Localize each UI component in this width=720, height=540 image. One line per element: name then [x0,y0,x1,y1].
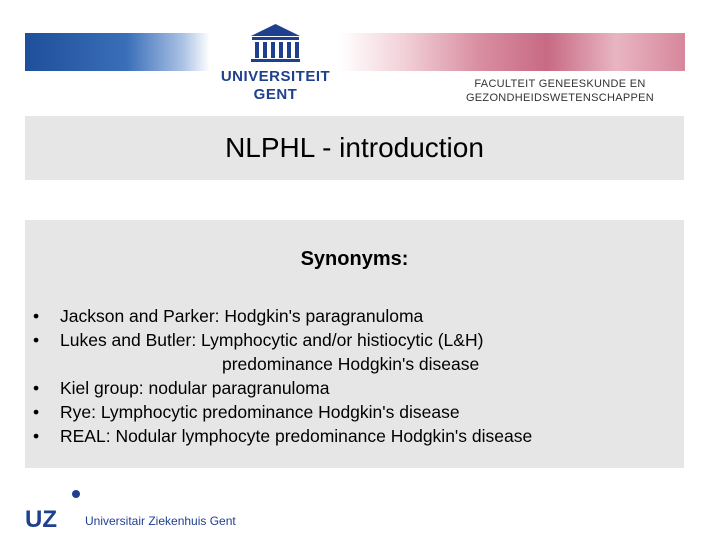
list-item [33,304,532,328]
synonyms-heading: Synonyms: [300,248,409,270]
bullet-icon: • [33,426,40,446]
content-box [25,220,684,468]
faculty-line-2: GEZONDHEIDSWETENSCHAPPEN [465,92,655,104]
uz-mark: UZ [25,506,57,533]
university-building-icon [248,22,303,66]
bullet-icon: • [33,330,40,350]
synonyms-list [33,304,532,448]
bullet-icon: • [33,306,40,326]
title-box [25,116,684,180]
ugent-logo [218,22,333,112]
uz-hospital-name: Universitair Ziekenhuis Gent [85,514,236,528]
logo-text-gent: GENT [253,86,298,103]
slide-title: NLPHL - introduction [225,132,484,163]
list-item [33,400,532,424]
list-item-text: REAL: Nodular lymphocyte predominance Hodgkin's disease [60,426,533,446]
list-item-continuation [33,352,532,376]
logo-text-universiteit: UNIVERSITEIT [220,68,331,85]
list-item-text: Kiel group: nodular paragranuloma [60,378,330,398]
bullet-icon: • [33,378,40,398]
uz-dot-icon [72,490,80,498]
uz-gent-logo [25,490,255,533]
list-item-text: Jackson and Parker: Hodgkin's paragranuloma [60,306,424,326]
header-photo-band-left [25,33,210,71]
bullet-icon: • [33,402,40,422]
list-item [33,424,532,448]
faculty-name [430,77,690,105]
list-item-text: Lukes and Butler: Lymphocytic and/or histiocytic (L&H) [60,330,484,350]
list-item-continuation-text: predominance Hodgkin's disease [222,354,480,374]
header-photo-band-right [340,33,685,71]
list-item [33,328,532,352]
list-item-text: Rye: Lymphocytic predominance Hodgkin's disease [60,402,460,422]
faculty-line-1: FACULTEIT GENEESKUNDE EN [474,78,646,90]
list-item [33,376,532,400]
